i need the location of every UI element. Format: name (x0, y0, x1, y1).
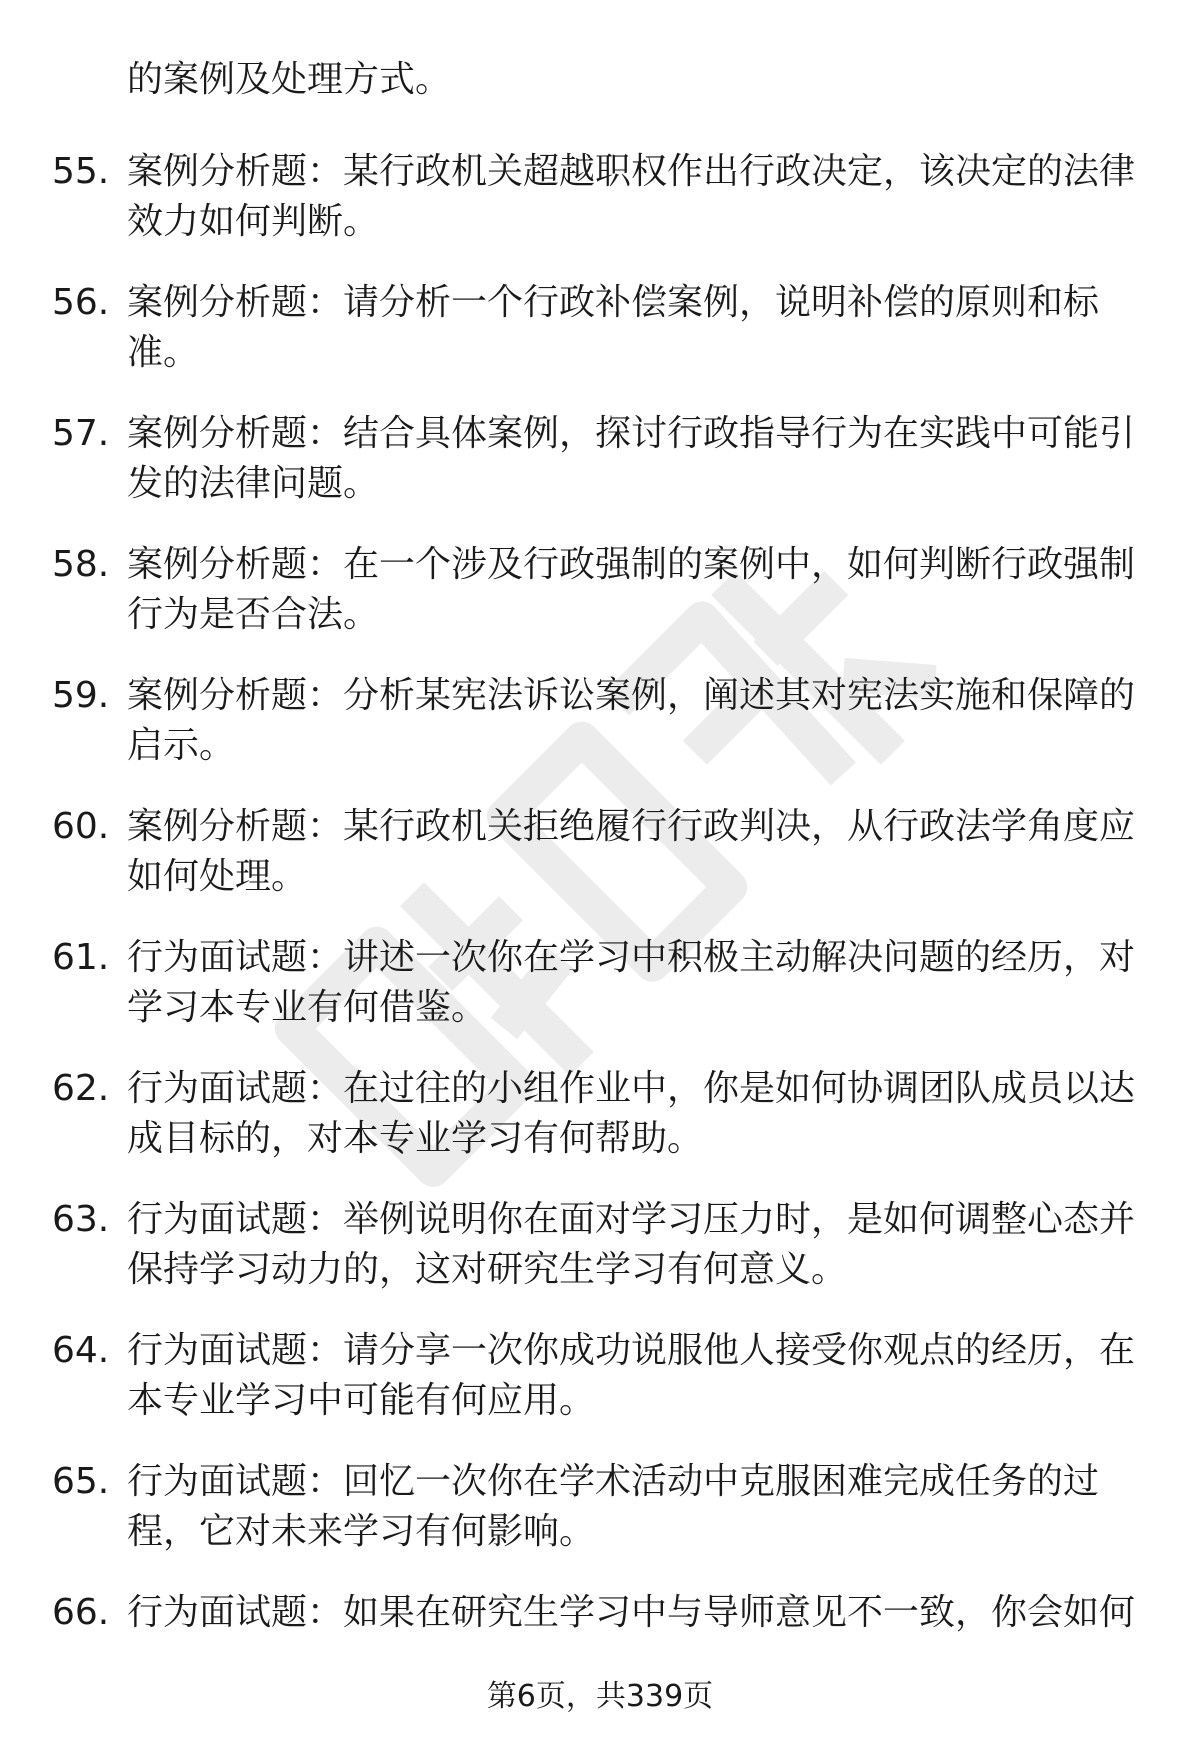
question-line: 行为面试题：举例说明你在面对学习压力时，是如何调整心态并 (127, 1199, 1136, 1240)
question-number: 61. (52, 937, 110, 978)
question-line: 案例分析题：请分析一个行政补偿案例，说明补偿的原则和标 (127, 282, 1100, 323)
question-number: 65. (52, 1461, 110, 1502)
question-line: 案例分析题：某行政机关拒绝履行行政判决，从行政法学角度应 (127, 806, 1136, 847)
question-line: 案例分析题：某行政机关超越职权作出行政决定，该决定的法律 (127, 151, 1136, 192)
question-item-56 (0, 278, 1200, 409)
question-text (127, 1588, 1137, 1638)
question-number: 66. (52, 1592, 110, 1633)
question-line: 程，它对未来学习有何影响。 (127, 1511, 596, 1552)
question-number: 57. (52, 413, 110, 454)
question-line: 行为面试题：回忆一次你在学术活动中克服困难完成任务的过 (127, 1461, 1100, 1502)
continuation-text: 的案例及处理方式。 (127, 59, 452, 100)
question-list (0, 147, 1200, 1719)
question-line: 案例分析题：结合具体案例，探讨行政指导行为在实践中可能引 (127, 413, 1136, 454)
question-text (127, 1457, 1137, 1557)
question-line: 行为面试题：如果在研究生学习中与导师意见不一致，你会如何 (127, 1592, 1136, 1633)
question-item-62 (0, 1064, 1200, 1195)
question-line: 本专业学习中可能有何应用。 (127, 1380, 596, 1421)
question-text (127, 1326, 1137, 1426)
page-footer: 第6页，共339页 (486, 1679, 714, 1714)
question-item-55 (0, 147, 1200, 278)
question-number: 55. (52, 151, 110, 192)
question-item-57 (0, 409, 1200, 540)
question-line: 准。 (127, 332, 200, 373)
question-line: 案例分析题：分析某宪法诉讼案例，阐述其对宪法实施和保障的 (127, 675, 1136, 716)
question-text (127, 671, 1137, 771)
question-line: 启示。 (127, 725, 236, 766)
question-line: 案例分析题：在一个涉及行政强制的案例中，如何判断行政强制 (127, 544, 1136, 585)
question-text (127, 802, 1137, 902)
question-line: 效力如何判断。 (127, 201, 380, 242)
question-line: 行为面试题：讲述一次你在学习中积极主动解决问题的经历，对 (127, 937, 1136, 978)
question-line: 成目标的，对本专业学习有何帮助。 (127, 1118, 704, 1159)
question-text (127, 540, 1137, 640)
question-number: 56. (52, 282, 110, 323)
question-item-63 (0, 1195, 1200, 1326)
question-number: 59. (52, 675, 110, 716)
question-line: 行为面试题：请分享一次你成功说服他人接受你观点的经历，在 (127, 1330, 1136, 1371)
question-text (127, 933, 1137, 1033)
question-line: 保持学习动力的，这对研究生学习有何意义。 (127, 1249, 848, 1290)
question-item-60 (0, 802, 1200, 933)
question-line: 发的法律问题。 (127, 463, 380, 504)
question-line: 学习本专业有何借鉴。 (127, 987, 488, 1028)
question-text (127, 1195, 1137, 1295)
question-number: 62. (52, 1068, 110, 1109)
question-item-61 (0, 933, 1200, 1064)
question-item-59 (0, 671, 1200, 802)
question-number: 64. (52, 1330, 110, 1371)
question-line: 行为是否合法。 (127, 594, 380, 635)
question-item-64 (0, 1326, 1200, 1457)
question-item-65 (0, 1457, 1200, 1588)
question-number: 63. (52, 1199, 110, 1240)
question-number: 58. (52, 544, 110, 585)
question-line: 如何处理。 (127, 856, 308, 897)
question-text (127, 147, 1137, 247)
question-text (127, 409, 1137, 509)
question-line: 行为面试题：在过往的小组作业中，你是如何协调团队成员以达 (127, 1068, 1136, 1109)
question-text (127, 278, 1137, 378)
question-item-58 (0, 540, 1200, 671)
question-number: 60. (52, 806, 110, 847)
question-text (127, 1064, 1137, 1164)
